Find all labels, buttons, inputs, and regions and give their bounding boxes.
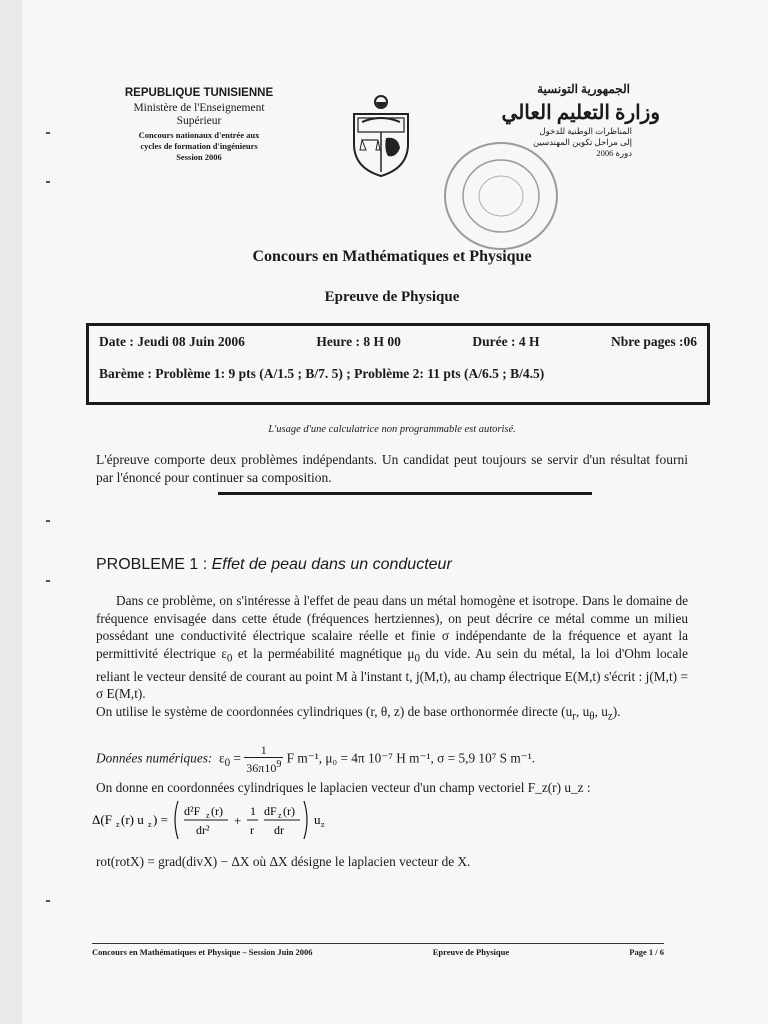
svg-text:(r): (r) <box>283 804 295 818</box>
ministry-name: Ministère de l'Enseignement Supérieur <box>133 102 265 127</box>
margin-mark <box>46 900 50 902</box>
exam-title: Concours en Mathématiques et Physique <box>252 248 532 265</box>
svg-text:dF: dF <box>264 804 277 818</box>
footer-page-number: Page 1 / 6 <box>629 947 664 957</box>
tunisia-emblem-icon <box>348 92 414 178</box>
svg-text:z: z <box>278 811 282 820</box>
problem1-heading: PROBLEME 1 : Effet de peau dans un conducteur <box>96 556 452 573</box>
laplacian-intro: On donne en coordonnées cylindriques le laplacien vecteur d'un champ vectoriel F_z(r) u_z : <box>96 780 591 795</box>
exam-subtitle: Epreuve de Physique <box>324 289 460 305</box>
laplacian-formula <box>92 797 392 843</box>
margin-mark <box>46 181 50 183</box>
problem1-body: Dans ce problème, on s'intéresse à l'effet de peau dans un métal homogène et isotrope. Dans le domaine de fréquence envisagée dans cette étude (fréquences hertziennes), on peut décrire ce métal comme un milieu possédant une conductivité électrique scalaire réelle et finie σ indépendante de la fréquence et ayant la permittivité électrique $\varepsilon_0$ et la perméabilité magnétique $\mu_0$ du vide. Au sein du métal, la loi d'Ohm locale reliant le vecteur densité de courant au point M à l'instant t, j(M,t), au champ électrique E(M,t) s'écrit : j(M,t) = σ E(M,t). On utilise le système de coordonnées cylindriques (r, θ, z) de base orthonormée directe ($u_r$, $u_\theta$, $u_z$). <box>96 593 688 723</box>
calculator-note: L'usage d'une calculatrice non programmable est autorisé. <box>268 424 516 435</box>
svg-text:u: u <box>314 812 321 827</box>
exam-page <box>22 0 768 1024</box>
footer-divider <box>92 943 664 944</box>
svg-text:r: r <box>250 823 254 837</box>
exam-time: Heure : 8 H 00 <box>316 334 401 349</box>
page-footer <box>92 947 664 957</box>
exam-duration: Durée : 4 H <box>472 334 540 349</box>
svg-text:z: z <box>148 820 152 829</box>
margin-mark <box>46 520 50 522</box>
svg-text:z: z <box>321 820 325 829</box>
arabic-ministry: وزارة التعليم العالي <box>501 102 660 124</box>
numeric-data: Données numériques: $\varepsilon_0$ = $\frac{1}{36\pi 10^9}$ F m⁻¹, μ₀ = 4π 10⁻⁷ H m⁻¹, σ = 5,9 10⁷ S m⁻¹. <box>96 743 536 775</box>
svg-text:(r) u: (r) u <box>121 812 144 827</box>
footer-exam: Concours en Mathématiques et Physique – Session Juin 2006 <box>92 947 313 957</box>
exam-date: Date : Jeudi 08 Juin 2006 <box>99 334 245 349</box>
svg-text:z: z <box>116 820 120 829</box>
exam-info-box <box>86 323 710 405</box>
divider <box>218 492 592 495</box>
rot-rot-formula: rot(rotX) = grad(divX) − ΔX où ΔX désigne le laplacien vecteur de X. <box>96 854 471 869</box>
republic-title: REPUBLIQUE TUNISIENNE <box>124 87 274 99</box>
svg-text:(r): (r) <box>211 804 223 818</box>
exam-grading: Barème : Problème 1: 9 pts (A/1.5 ; B/7. 5) ; Problème 2: 11 pts (A/6.5 ; B/4.5) <box>99 366 545 381</box>
exam-page-count: Nbre pages :06 <box>611 334 697 349</box>
exam-intro: L'épreuve comporte deux problèmes indépendants. Un candidat peut toujours se servir d'un résultat fourni par l'énoncé pour continuer sa composition. <box>96 452 688 485</box>
svg-text:1: 1 <box>250 804 256 818</box>
footer-subject: Epreuve de Physique <box>432 947 510 957</box>
library-stamp-icon <box>442 140 560 252</box>
svg-text:z: z <box>206 811 210 820</box>
svg-text:d²F: d²F <box>184 804 201 818</box>
margin-mark <box>46 132 50 134</box>
svg-text:Δ(F: Δ(F <box>92 812 112 827</box>
svg-text:dr: dr <box>274 823 284 837</box>
svg-text:+: + <box>234 813 242 828</box>
concours-info: Concours nationaux d'entrée aux cycles de formation d'ingénieurs Session 2006 <box>138 130 260 162</box>
margin-mark <box>46 580 50 582</box>
arabic-concours-info: المناظرات الوطنية للدخول إلى مراحل تكوين المهندسين دورة 2006 <box>533 126 632 158</box>
svg-text:) =: ) = <box>153 812 168 827</box>
arabic-republic: الجمهورية التونسية <box>537 82 630 96</box>
svg-text:dr²: dr² <box>196 823 210 837</box>
